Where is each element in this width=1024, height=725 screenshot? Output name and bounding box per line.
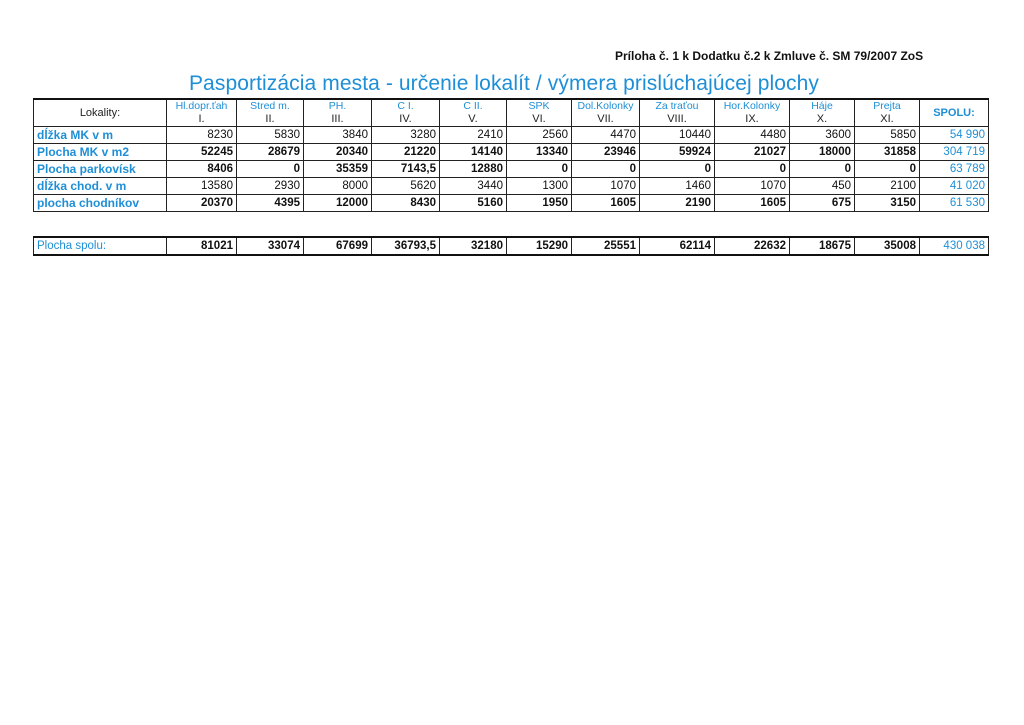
table-cell: 8406: [167, 161, 237, 178]
table-cell: 8230: [167, 127, 237, 144]
table-cell: 2190: [640, 195, 715, 212]
column-roman-numeral: VIII.: [667, 113, 687, 125]
row-total: 54 990: [920, 127, 989, 144]
column-name: Dol.Kolonky: [577, 100, 634, 112]
table-cell: 3600: [790, 127, 855, 144]
column-header: [372, 99, 440, 127]
table-cell: 450: [790, 178, 855, 195]
totals-cell: 32180: [440, 237, 507, 255]
table-cell: 5160: [440, 195, 507, 212]
column-name: Hor.Kolonky: [723, 100, 781, 112]
table-row: [34, 144, 989, 161]
column-name: SPK: [528, 100, 550, 112]
column-header: [167, 99, 237, 127]
table-cell: 21027: [715, 144, 790, 161]
table-cell: 2410: [440, 127, 507, 144]
row-label: Plocha parkovísk: [34, 161, 167, 178]
column-roman-numeral: III.: [331, 113, 344, 125]
table-cell: 0: [237, 161, 304, 178]
table-row: [34, 127, 989, 144]
table-cell: 1070: [715, 178, 790, 195]
table-cell: 3440: [440, 178, 507, 195]
table-cell: 8000: [304, 178, 372, 195]
table-cell: 0: [572, 161, 640, 178]
table-cell: 35359: [304, 161, 372, 178]
column-roman-numeral: II.: [265, 113, 275, 125]
table-cell: 675: [790, 195, 855, 212]
table-cell: 0: [855, 161, 920, 178]
table-cell: 13340: [507, 144, 572, 161]
row-total: 41 020: [920, 178, 989, 195]
table-cell: 0: [640, 161, 715, 178]
table-cell: 4470: [572, 127, 640, 144]
table-cell: 1300: [507, 178, 572, 195]
table-cell: 1605: [715, 195, 790, 212]
table-cell: 2100: [855, 178, 920, 195]
document-title: Pasportizácia mesta - určenie lokalít / výmera prislúchajúcej plochy: [188, 72, 820, 95]
row-total: 304 719: [920, 144, 989, 161]
totals-cell: 62114: [640, 237, 715, 255]
table-cell: 7143,5: [372, 161, 440, 178]
totals-cell: 18675: [790, 237, 855, 255]
totals-cell: 35008: [855, 237, 920, 255]
lokality-header: Lokality:: [34, 99, 167, 127]
column-name: C I.: [397, 100, 414, 112]
table-cell: 23946: [572, 144, 640, 161]
table-cell: 20340: [304, 144, 372, 161]
column-name: Stred m.: [250, 100, 290, 112]
table-cell: 3840: [304, 127, 372, 144]
row-total: 61 530: [920, 195, 989, 212]
table-cell: 2560: [507, 127, 572, 144]
column-header: [572, 99, 640, 127]
annex-reference: Príloha č. 1 k Dodatku č.2 k Zmluve č. SM 79/2007 ZoS: [615, 49, 924, 63]
table-cell: 59924: [640, 144, 715, 161]
totals-cell: 25551: [572, 237, 640, 255]
column-name: Za traťou: [655, 100, 699, 112]
table-cell: 3280: [372, 127, 440, 144]
column-roman-numeral: XI.: [880, 113, 894, 125]
table-cell: 1605: [572, 195, 640, 212]
column-roman-numeral: VI.: [532, 113, 546, 125]
column-roman-numeral: I.: [198, 113, 205, 125]
table-row: [34, 161, 989, 178]
table-cell: 1950: [507, 195, 572, 212]
table-cell: 2930: [237, 178, 304, 195]
table-cell: 18000: [790, 144, 855, 161]
column-name: PH.: [328, 100, 347, 112]
column-header: [440, 99, 507, 127]
column-header: [640, 99, 715, 127]
column-name: C II.: [463, 100, 483, 112]
column-name: Háje: [811, 100, 833, 112]
column-header: [237, 99, 304, 127]
table-cell: 5850: [855, 127, 920, 144]
column-roman-numeral: IX.: [745, 113, 759, 125]
column-name: Hl.dopr.ťah: [175, 100, 228, 112]
column-roman-numeral: X.: [816, 113, 828, 125]
column-header: [790, 99, 855, 127]
table-cell: 12000: [304, 195, 372, 212]
table-cell: 31858: [855, 144, 920, 161]
totals-label: Plocha spolu:: [34, 237, 167, 255]
column-header: [715, 99, 790, 127]
table-cell: 28679: [237, 144, 304, 161]
column-header: [855, 99, 920, 127]
row-total: 63 789: [920, 161, 989, 178]
totals-cell: 36793,5: [372, 237, 440, 255]
table-cell: 8430: [372, 195, 440, 212]
table-cell: 0: [790, 161, 855, 178]
totals-cell: 81021: [167, 237, 237, 255]
table-row: [34, 195, 989, 212]
row-label: dĺžka MK v m: [34, 127, 167, 144]
table-cell: 4480: [715, 127, 790, 144]
table-cell: 5620: [372, 178, 440, 195]
pasport-table: [33, 98, 989, 212]
spolu-header: SPOLU:: [920, 99, 989, 127]
table-cell: 1460: [640, 178, 715, 195]
table-cell: 1070: [572, 178, 640, 195]
grand-total: 430 038: [920, 237, 989, 255]
table-cell: 12880: [440, 161, 507, 178]
totals-row: [34, 237, 989, 255]
column-name: Prejta: [873, 100, 901, 112]
table-row: [34, 178, 989, 195]
totals-cell: 67699: [304, 237, 372, 255]
column-roman-numeral: V.: [468, 113, 478, 125]
table-cell: 4395: [237, 195, 304, 212]
totals-cell: 15290: [507, 237, 572, 255]
row-label: dĺžka chod. v m: [34, 178, 167, 195]
row-label: plocha chodníkov: [34, 195, 167, 212]
table-cell: 0: [507, 161, 572, 178]
table-cell: 13580: [167, 178, 237, 195]
totals-cell: 22632: [715, 237, 790, 255]
column-header: [507, 99, 572, 127]
table-cell: 5830: [237, 127, 304, 144]
row-label: Plocha MK v m2: [34, 144, 167, 161]
table-cell: 3150: [855, 195, 920, 212]
column-roman-numeral: IV.: [399, 113, 412, 125]
table-cell: 52245: [167, 144, 237, 161]
column-header: [304, 99, 372, 127]
header-row: [34, 99, 989, 127]
table-cell: 20370: [167, 195, 237, 212]
table-cell: 14140: [440, 144, 507, 161]
column-roman-numeral: VII.: [597, 113, 614, 125]
table-cell: 0: [715, 161, 790, 178]
table-cell: 10440: [640, 127, 715, 144]
table-cell: 21220: [372, 144, 440, 161]
totals-cell: 33074: [237, 237, 304, 255]
totals-table: [33, 236, 989, 256]
